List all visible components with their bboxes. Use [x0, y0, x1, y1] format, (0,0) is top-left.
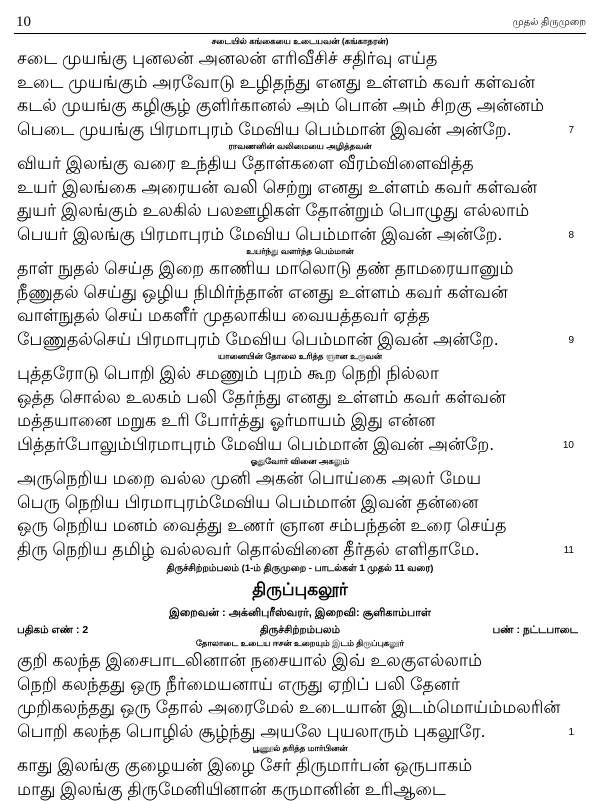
page-header — [0, 0, 600, 36]
verse — [0, 754, 600, 801]
verse — [0, 257, 600, 351]
verse-line: பேணுதல்செய் பிரமாபுரம் மேவிய பெம்மான் இவன் அன்றே. — [0, 328, 600, 352]
deities-line: இறைவன் : அக்னிபுரீஸ்வரர், இறைவி: சூளிகாம்பாள் — [0, 604, 600, 622]
verse-heading: உயர்ந்து வளர்ந்த பெம்மான் — [0, 246, 600, 257]
verse-line: கடல் முயங்கு கழிசூழ் குளிர்கானல் அம் பொன் அம் சிறகு அன்னம் — [0, 94, 600, 118]
verse-line: மாது இலங்கு திருமேனியினான் கருமானின் உரிஆடை — [0, 778, 600, 801]
header-rule — [14, 33, 586, 34]
center-label: திருச்சிற்றம்பலம் — [0, 622, 600, 638]
verses-before — [0, 36, 600, 561]
page-content — [0, 36, 600, 801]
pathigam-number: பதிகம் எண் : 2 — [17, 622, 88, 638]
verse-number: 7 — [568, 125, 574, 136]
verse — [0, 47, 600, 141]
verses-after — [0, 638, 600, 801]
pann-label: பண் : நட்டபாடை — [492, 622, 578, 638]
verse-line: நெறி கலந்தது ஒரு நீர்மையனாய் எருது ஏறிப் பலி தேனர் — [0, 673, 600, 697]
pathigam-info-row — [0, 622, 600, 638]
verse — [0, 467, 600, 561]
verse-line: சடை முயங்கு புனலன் அனலன் எரிவீசிச் சதிர்வு எய்த — [0, 47, 600, 71]
verse-line: பொறி கலந்த பொழில் சூழ்ந்து அயலே புயலாரும் புகலூரே. — [0, 720, 600, 744]
verse-line: பெடை முயங்கு பிரமாபுரம் மேவிய பெம்மான் இவன் அன்றே. — [0, 118, 600, 142]
verse — [0, 649, 600, 743]
verse-line: புத்தரோடு பொறி இல் சமணும் புறம் கூற நெறி நில்லா — [0, 362, 600, 386]
verse-line: பெரு நெறிய பிரமாபுரம்மேவிய பெம்மான் இவன் தன்னை — [0, 491, 600, 515]
verse-heading: ராவணனின் வலிமையை அழித்தவன் — [0, 141, 600, 152]
verse-heading: ஓதுவோர் வினை அகலும் — [0, 456, 600, 467]
verse-line: துயர் இலங்கும் உலகில் பலஊழிகள் தோன்றும் பொழுது எல்லாம் — [0, 199, 600, 223]
verse-heading: சடையில் கங்கையை உடையவன் (கங்காதரன்) — [0, 36, 600, 47]
verse-line: ஒத்த சொல்ல உலகம் பலி தேர்ந்து எனது உள்ளம் கவர் கள்வன் — [0, 386, 600, 410]
verse-line: உயர் இலங்கை அரையன் வலி செற்று எனது உள்ளம் கவர் கள்வன் — [0, 176, 600, 200]
verse-line: ஒரு நெறிய மனம் வைத்து உணர் ஞான சம்பந்தன் உரை செய்த — [0, 514, 600, 538]
page-number: 10 — [16, 14, 31, 31]
verse-number: 10 — [563, 440, 574, 451]
verse-line: காது இலங்கு குழையன் இழை சேர் திருமார்பன் ஒருபாகம் — [0, 754, 600, 778]
verse-line: பித்தர்போலும்பிரமாபுரம் மேவிய பெம்மான் இவன் அன்றே. — [0, 433, 600, 457]
verse-line: பெயர் இலங்கு பிரமாபுரம் மேவிய பெம்மான் இவன் அன்றே. — [0, 223, 600, 247]
verse-line: வியர் இலங்கு வரை உந்திய தோள்களை வீரம்விளைவித்த — [0, 152, 600, 176]
verse-line: தாள் நுதல் செய்த இறை காணிய மாலொடு தண் தாமரையானும் — [0, 257, 600, 281]
verse-heading: தோலாடை உடைய ஈசன் உறையும் இடம் திருப்புகலூர் — [0, 638, 600, 649]
verse-line: திரு நெறிய தமிழ் வல்லவர் தொல்வினை தீர்தல் எளிதாமே. — [0, 538, 600, 562]
verse-line: குறி கலந்த இசைபாடலினான் நசையால் இவ் உலகுஎல்லாம் — [0, 649, 600, 673]
verse — [0, 152, 600, 246]
verse-number: 11 — [564, 545, 574, 556]
running-title: முதல் திருமுறை — [512, 17, 586, 29]
colophon: திருச்சிற்றம்பலம் (1-ம் திருமுறை - பாடல்கள் 1 முதல் 11 வரை) — [0, 561, 600, 576]
verse-heading: யானையின் தோலை உரித்த ஞான உருவன் — [0, 351, 600, 362]
verse — [0, 362, 600, 456]
verse-line: நீணுதல் செய்து ஒழிய நிமிர்ந்தான் எனது உள்ளம் கவர் கள்வன் — [0, 281, 600, 305]
verse-line: முறிகலந்தது ஒரு தோல் அரைமேல் உடையான் இடம்மொய்ம்மலரின் — [0, 696, 600, 720]
temple-title: திருப்புகலூர் — [0, 576, 600, 604]
verse-line: அருநெறிய மறை வல்ல முனி அகன் பொய்கை அலர் மேய — [0, 467, 600, 491]
verse-heading: பூணூல் தரித்த மார்பினன் — [0, 743, 600, 754]
verse-number: 9 — [568, 335, 574, 346]
verse-line: வாள்நுதல் செய் மகளீர் முதலாகிய வையத்தவர் ஏத்த — [0, 304, 600, 328]
verse-number: 1 — [568, 727, 574, 738]
verse-number: 8 — [568, 230, 574, 241]
verse-line: மத்தயானை மறுக உரி போர்த்து ஓர்மாயம் இது என்ன — [0, 409, 600, 433]
verse-line: உடை முயங்கும் அரவோடு உழிதந்து எனது உள்ளம் கவர் கள்வன் — [0, 71, 600, 95]
